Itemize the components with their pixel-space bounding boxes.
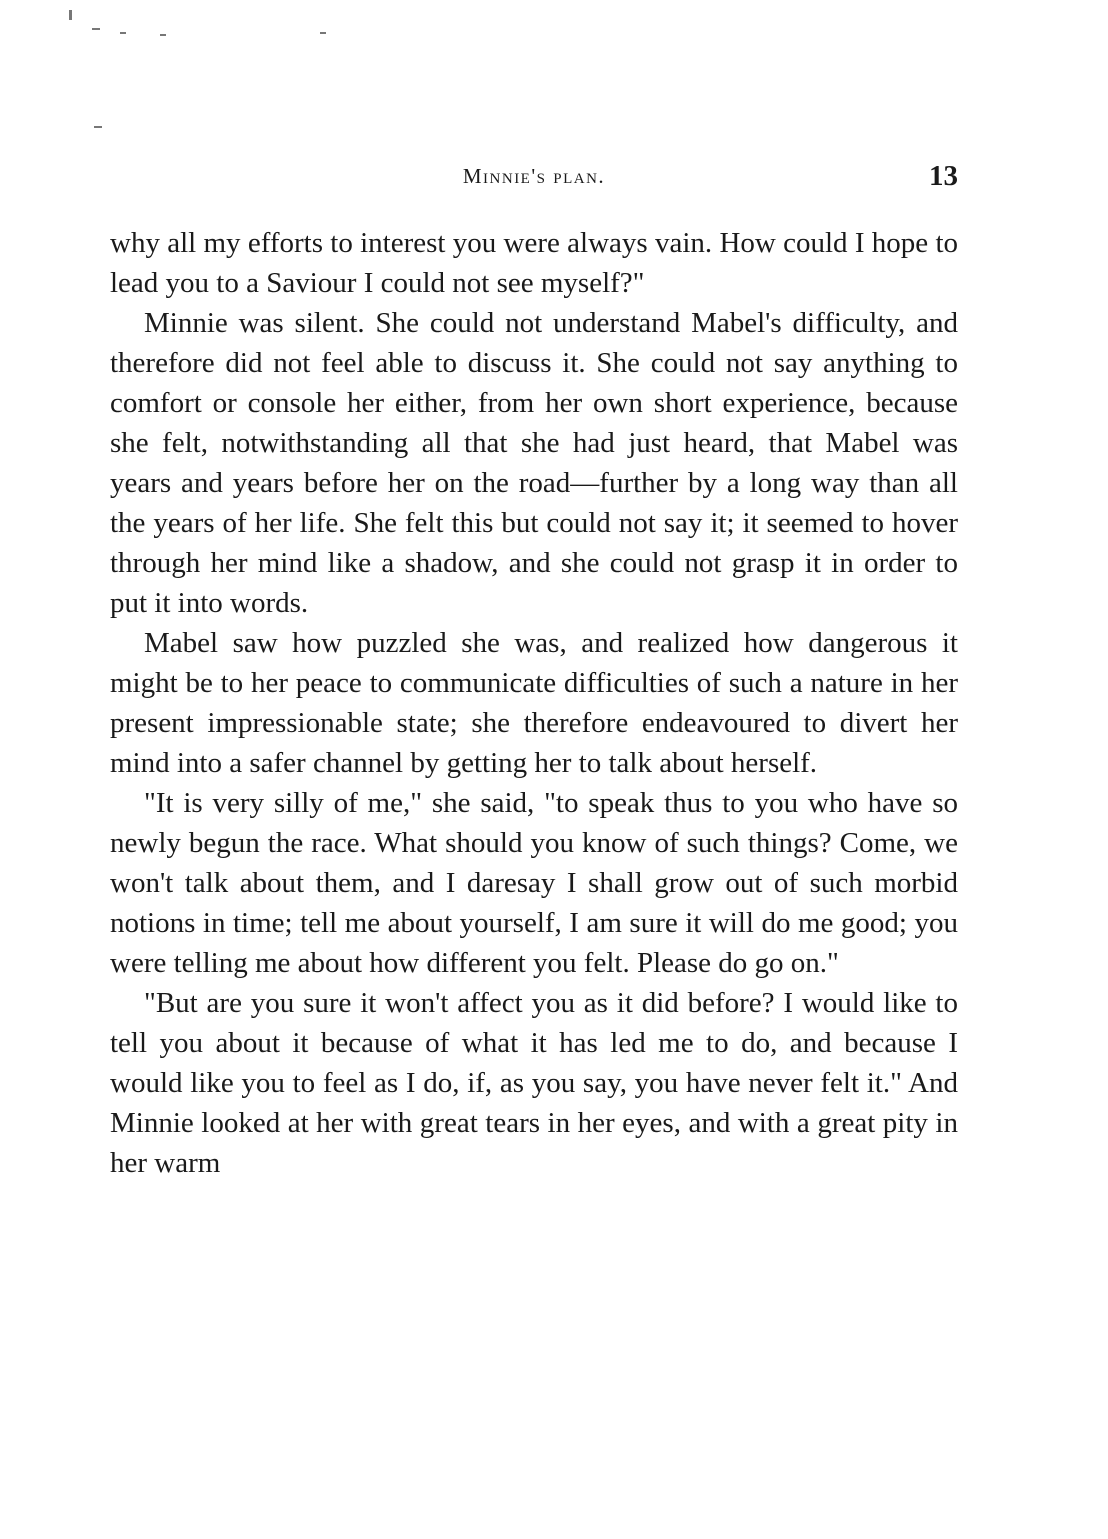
paragraph: Minnie was silent. She could not understand Mabel's difficulty, and therefore did not feel able to discuss it. She could not say anything to comfort or console her either, from her own short experience, because she felt, notwithstanding all that she had just heard, that Mabel was years and years before her on the road—further by a long way than all the years of her life. She felt this but could not say it; it seemed to hover through her mind like a shadow, and she could not grasp it in order to put it into words. — [110, 307, 958, 619]
paragraph: why all my efforts to interest you were always vain. How could I hope to lead you to a Saviour I could not see myself?" — [110, 227, 958, 299]
page-header — [110, 160, 958, 196]
scan-speck — [320, 32, 326, 34]
scan-speck — [160, 34, 166, 36]
scan-speck — [94, 126, 102, 128]
paragraph: "It is very silly of me," she said, "to speak thus to you who have so newly begun the race. What should you know of such things? Come, we won't talk about them, and I daresay I shall grow out of such morbid notions in time; tell me about yourself, I am sure it will do me good; you were telling me about how different you felt. Please do go on." — [110, 787, 958, 979]
page-number: 13 — [929, 160, 958, 192]
scan-speck — [69, 10, 72, 20]
scan-speck — [92, 28, 100, 30]
scan-speck — [120, 32, 126, 34]
running-title: Minnie's plan. — [462, 164, 606, 188]
body-text — [110, 223, 958, 1183]
paragraph: "But are you sure it won't affect you as it did before? I would like to tell you about it because of what it has led me to do, and because I would like you to feel as I do, if, as you say, you have never felt it." And Minnie looked at her with great tears in her eyes, and with a great pity in her warm — [110, 987, 958, 1179]
paragraph: Mabel saw how puzzled she was, and realized how dangerous it might be to her peace to communicate difficulties of such a nature in her present impressionable state; she therefore endeavoured to divert her mind into a safer channel by getting her to talk about herself. — [110, 627, 958, 779]
